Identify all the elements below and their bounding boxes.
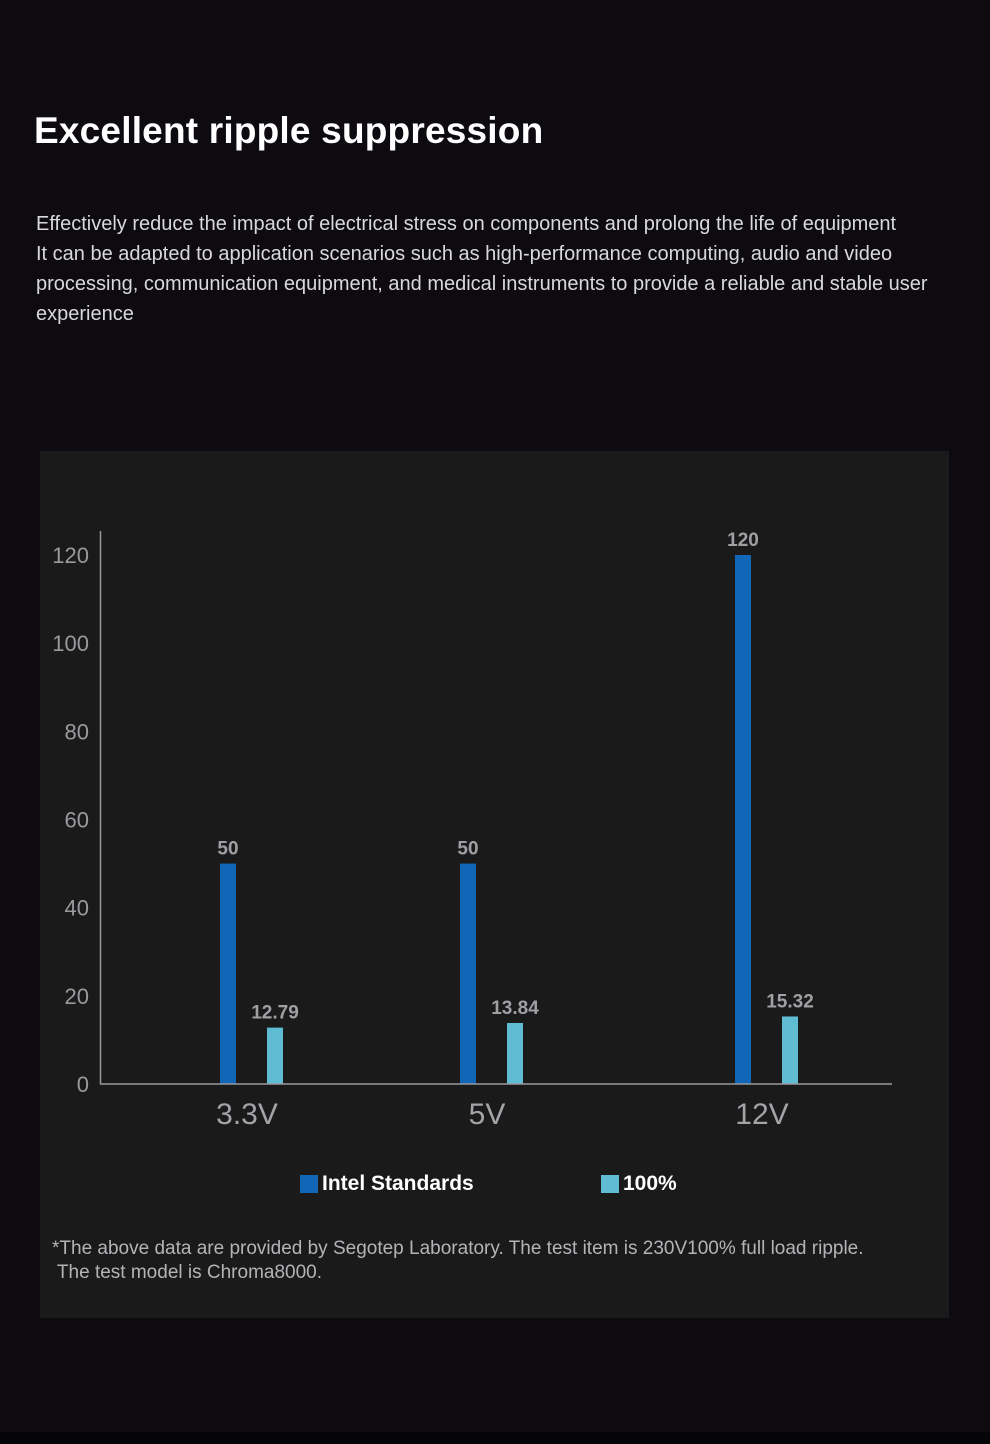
- bar: [220, 864, 236, 1084]
- bar-value-label: 120: [727, 530, 759, 551]
- y-tick-label: 40: [64, 895, 89, 921]
- bar: [267, 1028, 283, 1084]
- bar: [460, 864, 476, 1084]
- bar-value-label: 50: [457, 838, 479, 860]
- y-tick-label: 20: [64, 983, 89, 1009]
- y-tick-label: 100: [52, 631, 89, 657]
- x-category-label: 12V: [735, 1098, 789, 1131]
- bar-value-label: 12.79: [251, 1002, 299, 1024]
- x-category-label: 3.3V: [216, 1098, 278, 1131]
- description: [36, 209, 956, 329]
- legend-label-100-percent: 100%: [623, 1172, 677, 1195]
- legend-label-intel-standards: Intel Standards: [322, 1172, 474, 1195]
- bar-value-label: 50: [217, 838, 239, 860]
- bar: [507, 1023, 523, 1084]
- description-line-2: It can be adapted to application scenarios such as high-performance computing, audio and video processing, communication equipment, and medical instruments to provide a reliable and stable user experience: [36, 243, 928, 325]
- bottom-strip: [0, 1432, 990, 1444]
- footnote-line-2: The test model is Chroma8000.: [52, 1262, 323, 1283]
- description-line-1: Effectively reduce the impact of electrical stress on components and prolong the life of equipment: [36, 213, 897, 235]
- bar-data-labels: [217, 530, 813, 1024]
- bar: [735, 555, 751, 1084]
- bar-value-label: 15.32: [766, 991, 814, 1013]
- y-tick-label: 120: [52, 543, 89, 568]
- y-tick-label: 80: [64, 719, 89, 745]
- footnote: [52, 1237, 942, 1285]
- page-title: Excellent ripple suppression: [34, 110, 544, 151]
- chart-panel: [40, 451, 949, 1318]
- y-axis-ticks: [52, 543, 89, 1097]
- bar: [782, 1016, 798, 1084]
- x-axis-categories: [216, 1098, 789, 1131]
- footnote-line-1: *The above data are provided by Segotep Laboratory. The test item is 230V100% full load ripple.: [52, 1238, 864, 1259]
- y-tick-label: 60: [64, 807, 89, 833]
- legend-item-100-percent: [601, 1172, 677, 1196]
- legend-swatch-intel-standards: [300, 1175, 318, 1193]
- legend-swatch-100-percent: [601, 1175, 619, 1193]
- ripple-bar-chart: [40, 451, 949, 1171]
- x-category-label: 5V: [468, 1098, 506, 1131]
- y-tick-label: 0: [76, 1072, 89, 1097]
- legend-item-intel-standards: [300, 1172, 474, 1196]
- bar-value-label: 13.84: [491, 997, 539, 1019]
